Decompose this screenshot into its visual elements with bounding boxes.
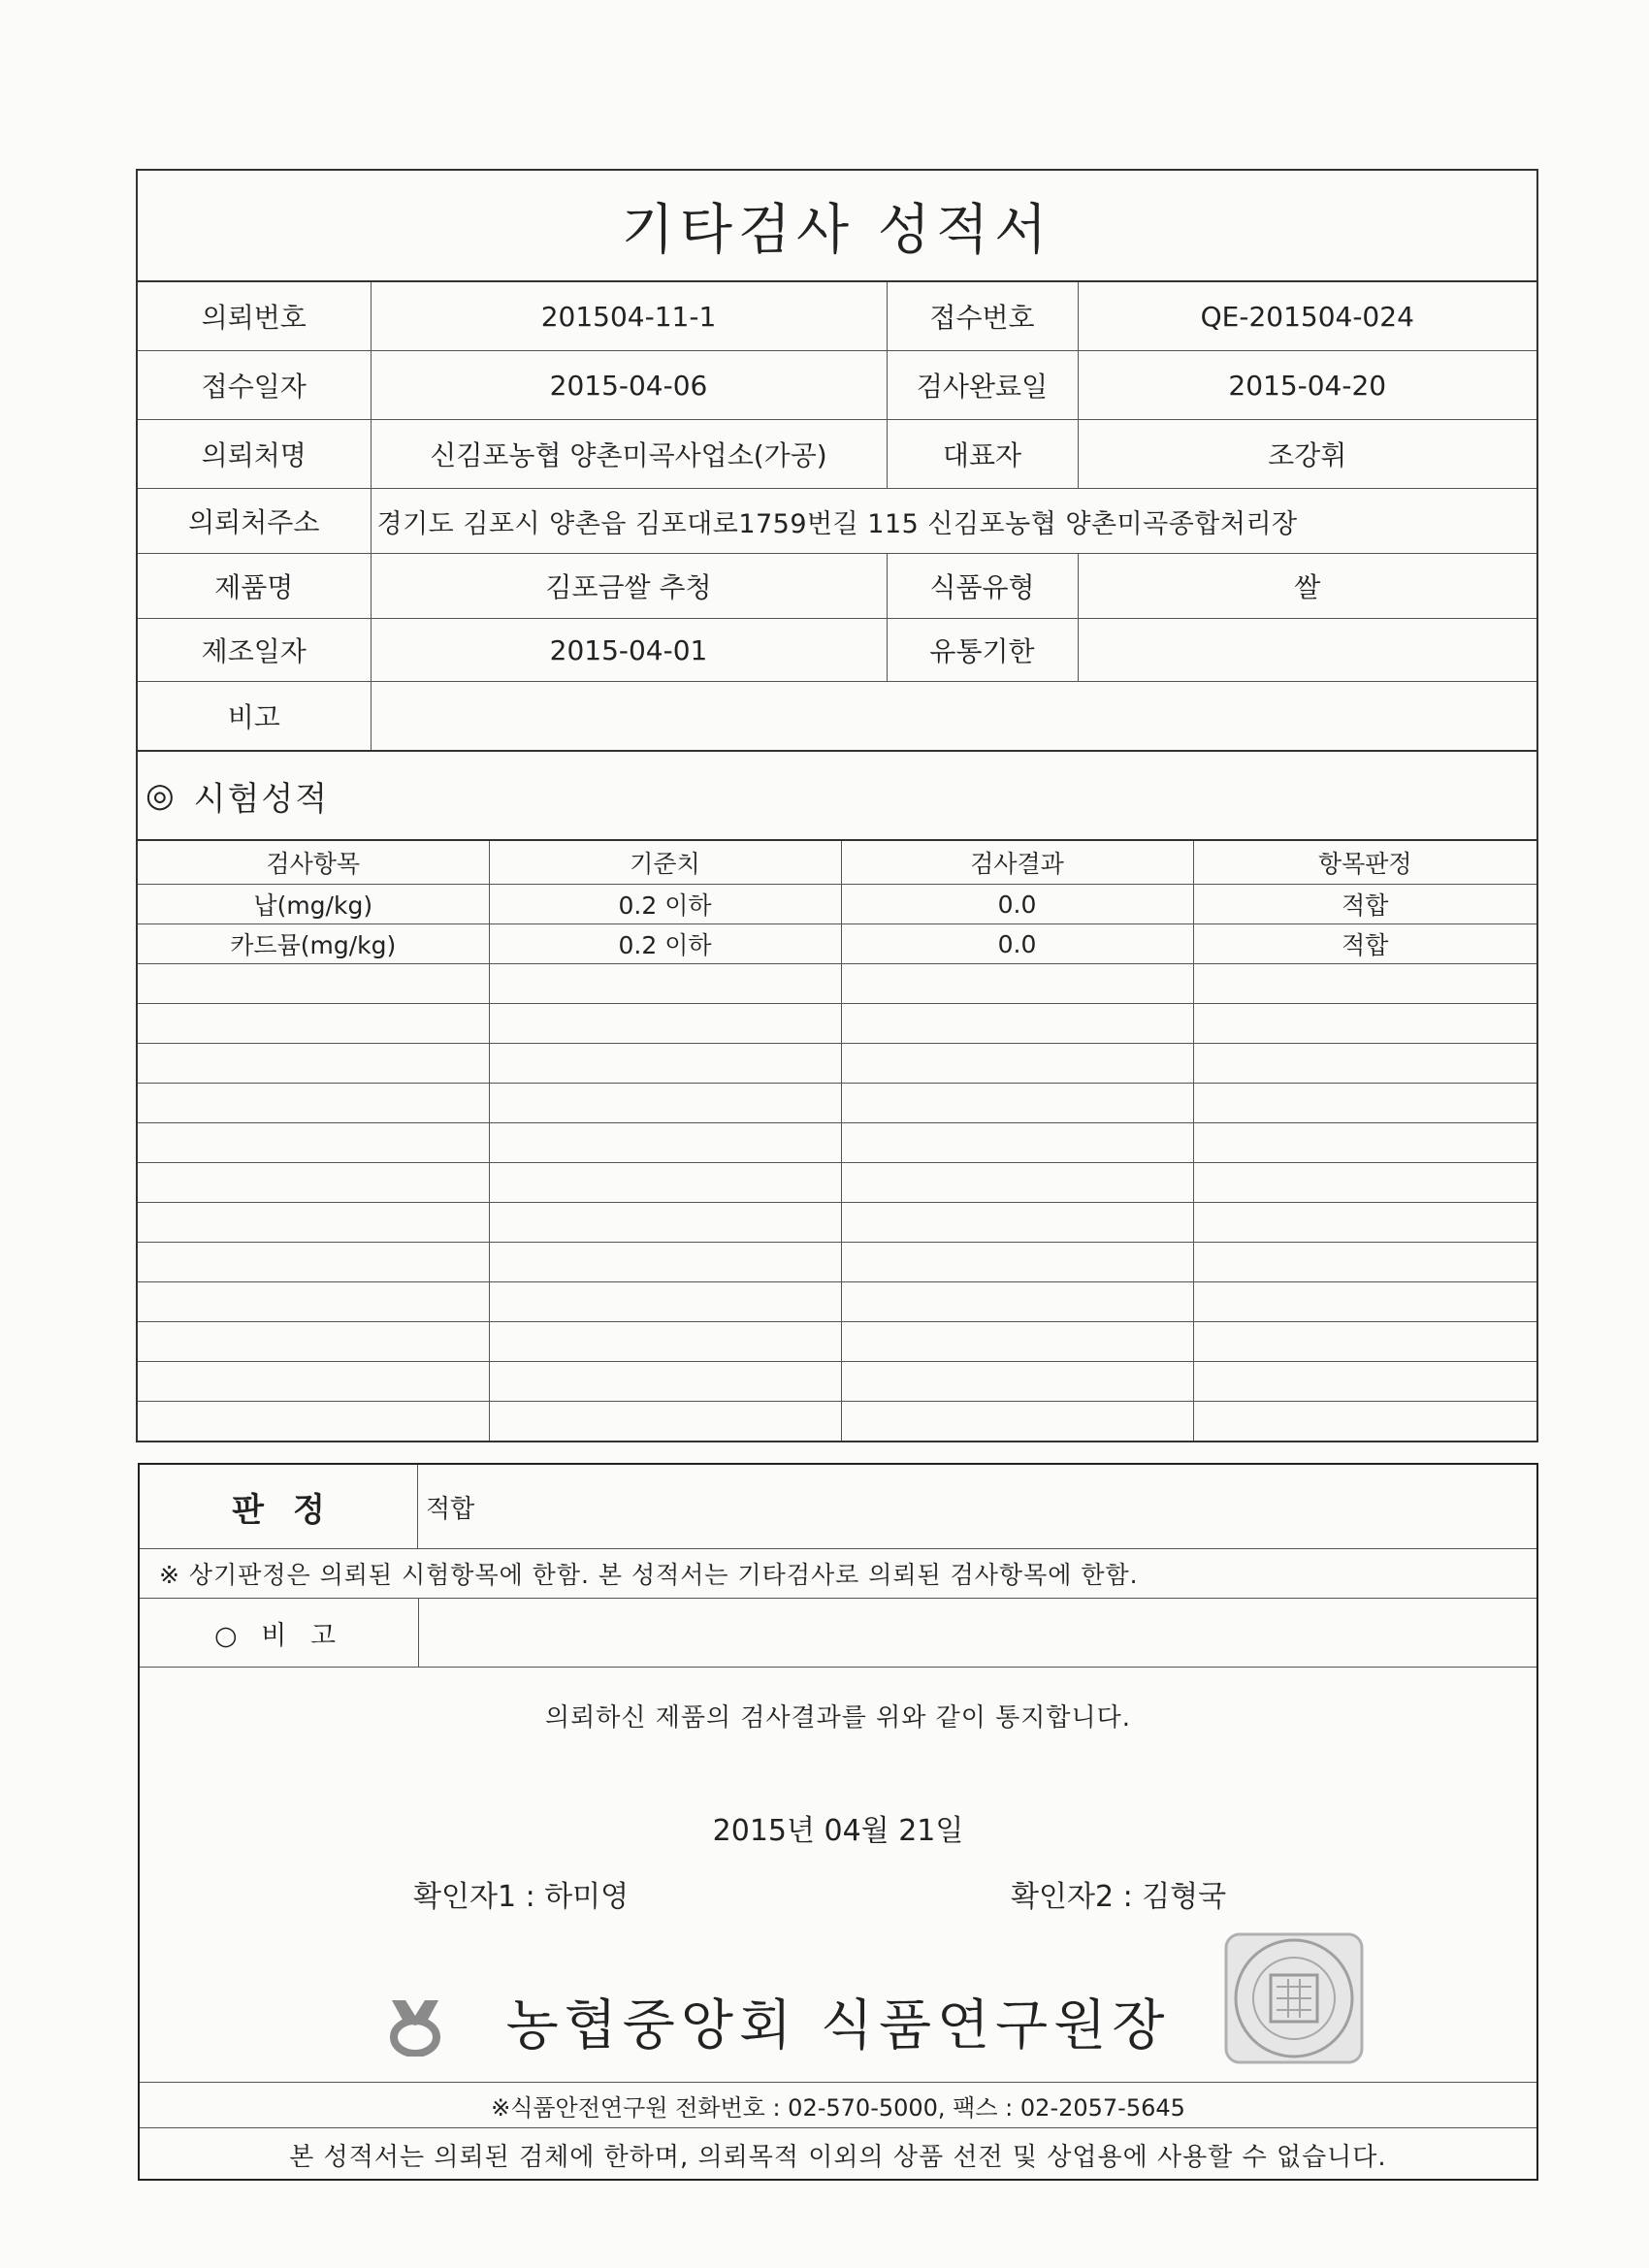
rep-label: 대표자 <box>887 420 1078 489</box>
double-circle-icon: ◎ <box>146 776 177 815</box>
food-type-label: 식품유형 <box>887 554 1078 619</box>
expiry-date <box>1078 619 1536 682</box>
header-standard: 기준치 <box>489 840 841 885</box>
footer-disclaimer: 본 성적서는 의뢰된 검체에 한하며, 의뢰목적 이외의 상품 선전 및 상업용에 사용할 수 없습니다. <box>289 2142 1387 2172</box>
complete-date-label: 검사완료일 <box>887 351 1078 420</box>
document-title: 기타검사 성적서 <box>138 171 1536 282</box>
header-result: 검사결과 <box>841 840 1193 885</box>
notify-text: 의뢰하신 제품의 검사결과를 위와 같이 통지합니다. <box>544 1703 1132 1733</box>
client-label: 의뢰처명 <box>138 420 371 489</box>
remark-label: ○ 비 고 <box>140 1599 419 1667</box>
empty-row <box>138 1243 1536 1282</box>
result-item: 납(mg/kg) <box>138 885 489 924</box>
mfg-date: 2015-04-01 <box>371 619 887 682</box>
receipt-date: 2015-04-06 <box>371 351 887 420</box>
organization-name: 농협중앙회 식품연구원장 <box>505 1994 1171 2057</box>
result-judgement: 적합 <box>1193 924 1536 964</box>
food-type: 쌀 <box>1078 554 1536 619</box>
product-label: 제품명 <box>138 554 371 619</box>
client-address: 경기도 김포시 양촌읍 김포대로1759번길 115 신김포농협 양촌미곡종합처리장 <box>371 489 1536 554</box>
verdict-value: 적합 <box>426 1494 475 1524</box>
product-name: 김포금쌀 추청 <box>371 554 887 619</box>
address-label: 의뢰처주소 <box>138 489 371 554</box>
empty-row <box>138 1402 1536 1442</box>
result-item: 카드뮴(mg/kg) <box>138 924 489 964</box>
result-value: 0.0 <box>841 885 1193 924</box>
receipt-no-label: 접수번호 <box>887 282 1078 351</box>
empty-row <box>138 1362 1536 1402</box>
result-value: 0.0 <box>841 924 1193 964</box>
empty-row <box>138 1322 1536 1362</box>
receipt-no: QE-201504-024 <box>1078 282 1536 351</box>
verdict-box <box>138 1463 1538 2181</box>
table-row <box>138 885 1536 924</box>
mfg-date-label: 제조일자 <box>138 619 371 682</box>
empty-row <box>138 964 1536 1004</box>
results-section-title: 시험성적 <box>193 779 330 819</box>
receipt-date-label: 접수일자 <box>138 351 371 420</box>
official-seal-icon <box>1222 1930 1366 2066</box>
request-no: 201504-11-1 <box>371 282 887 351</box>
empty-row <box>138 1123 1536 1163</box>
rep-name: 조강휘 <box>1078 420 1536 489</box>
issue-date: 2015년 04월 21일 <box>712 1814 964 1848</box>
remark-row <box>140 1599 1536 1668</box>
header-item: 검사항목 <box>138 840 489 885</box>
request-no-label: 의뢰번호 <box>138 282 371 351</box>
table-row <box>138 924 1536 964</box>
empty-row <box>138 1163 1536 1203</box>
contact-info: ※식품안전연구원 전화번호 : 02-570-5000, 팩스 : 02-2057-5645 <box>140 2082 1536 2128</box>
empty-row <box>138 1203 1536 1243</box>
results-table <box>138 839 1536 1441</box>
verdict-label: 판정 <box>140 1465 418 1548</box>
expiry-label: 유통기한 <box>887 619 1078 682</box>
report-sheet <box>136 169 1538 1442</box>
checker-1: 확인자1 : 하미영 <box>413 1880 630 1914</box>
header-judgement: 항목판정 <box>1193 840 1536 885</box>
result-judgement: 적합 <box>1193 885 1536 924</box>
verdict-row <box>140 1465 1536 1549</box>
checker-2: 확인자2 : 김형국 <box>1011 1880 1227 1914</box>
empty-row <box>138 1282 1536 1322</box>
remarks-value <box>371 682 1536 751</box>
empty-row <box>138 1004 1536 1044</box>
remarks-label: 비고 <box>138 682 371 751</box>
result-standard: 0.2 이하 <box>489 885 841 924</box>
results-section-header <box>138 750 1536 839</box>
empty-row <box>138 1084 1536 1123</box>
remark-value <box>419 1599 1536 1667</box>
client-name: 신김포농협 양촌미곡사업소(가공) <box>371 420 887 489</box>
empty-row <box>138 1044 1536 1084</box>
verdict-note: ※ 상기판정은 의뢰된 시험항목에 한함. 본 성적서는 기타검사로 의뢰된 검사항목에 한함. <box>140 1549 1536 1599</box>
complete-date: 2015-04-20 <box>1078 351 1536 420</box>
info-table <box>138 282 1536 750</box>
result-standard: 0.2 이하 <box>489 924 841 964</box>
